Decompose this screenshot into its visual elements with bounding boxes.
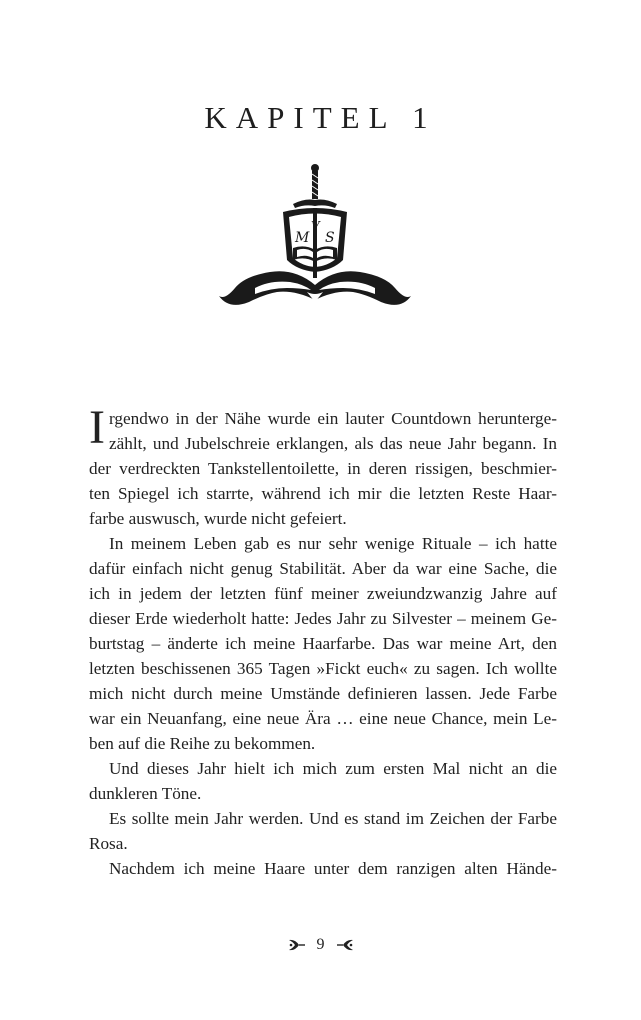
text-line: war ein Neuanfang, eine neue Ära … eine neue Chance, mein Le- bbox=[89, 709, 557, 728]
text-line: mich nicht durch meine Umstände definieren lassen. Jede Farbe bbox=[89, 684, 557, 703]
left-flourish-icon bbox=[287, 937, 307, 953]
text-line: Nachdem ich meine Haare unter dem ranzigen alten Hände- bbox=[109, 859, 557, 878]
text-line: burtstag – änderte ich meine Haarfarbe. Das war meine Art, den bbox=[89, 634, 557, 653]
text-line: dunkleren Töne. bbox=[89, 784, 202, 803]
text-line: letzten beschissenen 365 Tagen »Fickt euch« zu sagen. Ich wollte bbox=[89, 659, 557, 678]
text-line: zählt, und Jubelschreie erklangen, als das neue Jahr begann. In bbox=[108, 434, 557, 453]
right-flourish-icon bbox=[335, 937, 355, 953]
sword-shield-book-emblem-icon bbox=[215, 160, 415, 315]
page-number: 9 bbox=[316, 936, 325, 954]
page-footer bbox=[0, 936, 641, 954]
chapter-body-text bbox=[89, 401, 557, 881]
paragraph bbox=[89, 531, 557, 756]
text-line: farbe auswusch, wurde nicht gefeiert. bbox=[89, 509, 347, 528]
text-line: rgendwo in der Nähe wurde ein lauter Countdown herunterge- bbox=[108, 409, 557, 428]
paragraph bbox=[89, 756, 557, 806]
text-line: In meinem Leben gab es nur sehr wenige Rituale – ich hatte bbox=[109, 534, 557, 553]
text-line: Es sollte mein Jahr werden. Und es stand im Zeichen der Farbe bbox=[109, 809, 557, 828]
text-line: ten Spiegel ich starrte, während ich mir die letzten Reste Haar- bbox=[89, 484, 557, 503]
paragraph bbox=[89, 806, 557, 856]
text-line: Rosa. bbox=[89, 834, 128, 853]
text-line: dieser Erde wiederholt hatte: Jedes Jahr zu Silvester – meinem Ge- bbox=[89, 609, 557, 628]
text-line: Und dieses Jahr hielt ich mich zum ersten Mal nicht an die bbox=[109, 759, 557, 778]
paragraph bbox=[89, 856, 557, 881]
svg-text:M: M bbox=[295, 230, 310, 246]
drop-cap: I bbox=[89, 401, 105, 454]
chapter-title: KAPITEL 1 bbox=[204, 100, 437, 135]
text-line: der verdreckten Tankstellentoilette, in deren rissigen, beschmier- bbox=[89, 459, 557, 478]
svg-text:S: S bbox=[325, 230, 335, 246]
text-line: dafür einfach nicht genug Stabilität. Aber da war eine Sache, die bbox=[89, 559, 557, 578]
paragraph bbox=[89, 401, 557, 531]
text-line: ben auf die Reihe zu bekommen. bbox=[89, 734, 316, 753]
text-line: ich in jedem der letzten fünf meiner zweiundzwanzig Jahre auf bbox=[89, 584, 557, 603]
svg-text:V: V bbox=[311, 219, 320, 233]
